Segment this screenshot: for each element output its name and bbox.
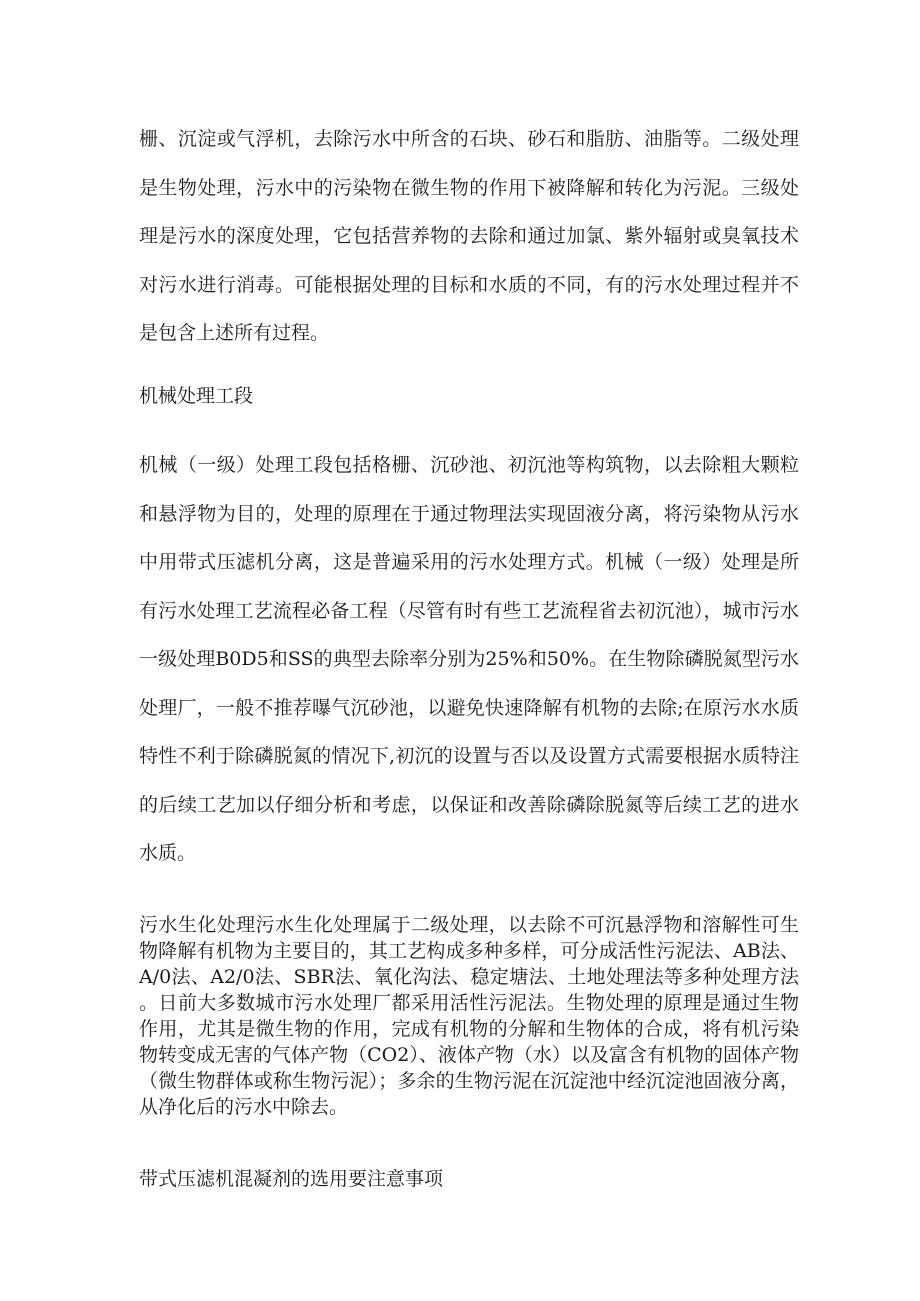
paragraph-mechanical: 机械（一级）处理工段包括格栅、沉砂池、初沉池等构筑物，以去除粗大颗粒和悬浮物为目的，处理的原理在于通过物理法实现固液分离，将污染物从污水中用带式压滤机分离，这是普遍采用的污水处理方式。机械（一级）处理是所有污水处理工艺流程必备工程（尽管有时有些工艺流程省去初沉池），城市污水一级处理B0D5和SS的典型去除率分别为25%和50%。在生物除磷脱氮型污水处理厂，一般不推荐曝气沉砂池，以避免快速降解有机物的去除;在原污水水质特性不利于除磷脱氮的情况下,初沉的设置与否以及设置方式需要根据水质特注的后续工艺加以仔细分析和考虑，以保证和改善除磷除脱氮等后续工艺的进水水质。 [139, 454, 799, 864]
section-heading-mechanical: 机械处理工段 [139, 385, 254, 407]
section-heading-coagulant: 带式压滤机混凝剂的选用要注意事项 [139, 1168, 444, 1190]
paragraph-intro: 栅、沉淀或气浮机，去除污水中所含的石块、砂石和脂肪、油脂等。二级处理是生物处理，污水中的污染物在微生物的作用下被降解和转化为污泥。三级处理是污水的深度处理，它包括营养物的去除和通过加氯、紫外辐射或臭氧技术对污水进行消毒。可能根据处理的目标和水质的不同，有的污水处理过程并不是包含上述所有过程。 [139, 128, 799, 344]
paragraph-biochemical: 污水生化处理污水生化处理属于二级处理，以去除不可沉悬浮物和溶解性可生物降解有机物为主要目的，其工艺构成多种多样，可分成活性污泥法、AB法、A/0法、A2/0法、SBR法、氧化沟法、稳定塘法、土地处理法等多种处理方法。日前大多数城市污水处理厂都采用活性污泥法。生物处理的原理是通过生物作用，尤其是微生物的作用，完成有机物的分解和生物体的合成，将有机污染物转变成无害的气体产物（CO2）、液体产物（水）以及富含有机物的固体产物（微生物群体或称生物污泥）；多余的生物污泥在沉淀池中经沉淀池固液分离，从净化后的污水中除去。 [139, 914, 799, 1118]
